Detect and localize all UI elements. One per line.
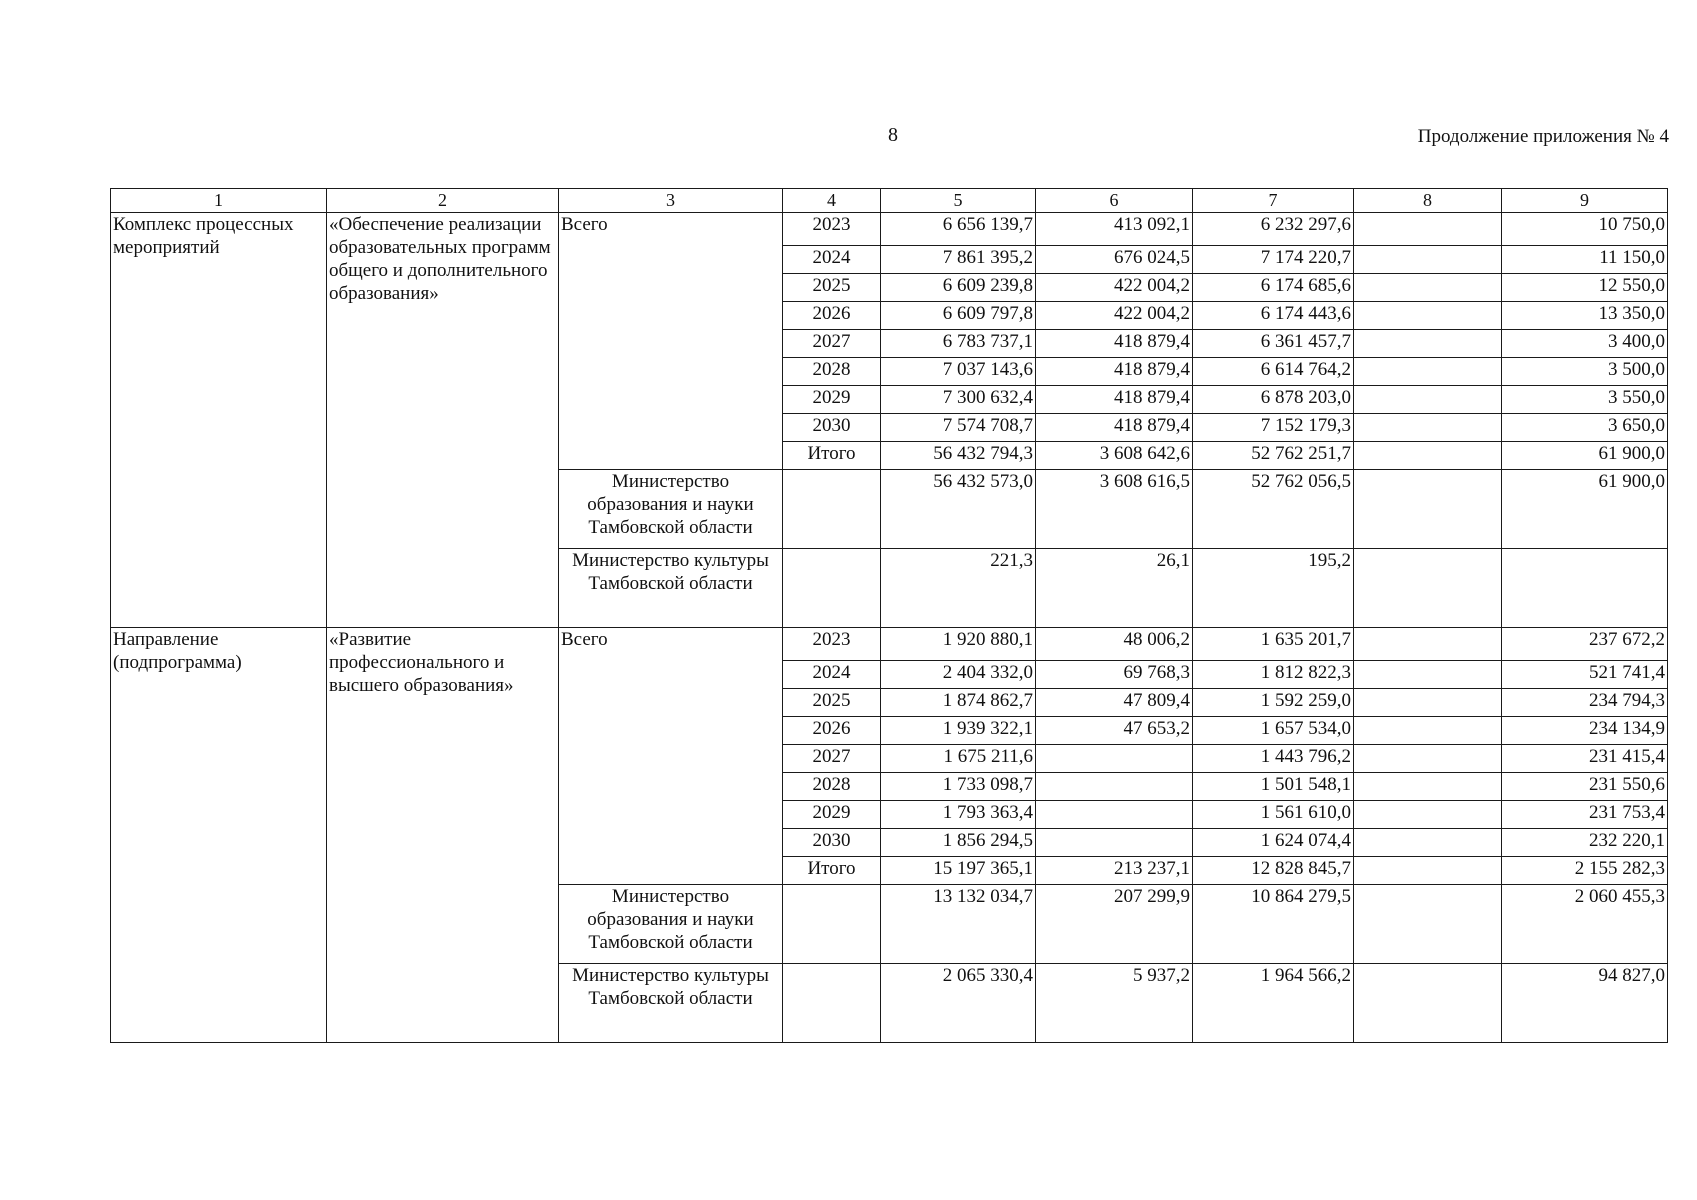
value-cell: 1 675 211,6 [881,745,1036,773]
value-cell: 6 783 737,1 [881,330,1036,358]
year-cell: 2028 [783,773,881,801]
table-row [111,213,1668,246]
value-cell [783,964,881,1043]
value-cell: 6 878 203,0 [1193,386,1354,414]
value-cell: 6 656 139,7 [881,213,1036,246]
value-cell: 221,3 [881,549,1036,628]
value-cell [1354,414,1502,442]
value-cell: 1 939 322,1 [881,717,1036,745]
value-cell [1354,302,1502,330]
value-cell: 422 004,2 [1036,274,1193,302]
value-cell: 11 150,0 [1502,246,1668,274]
value-cell: 1 856 294,5 [881,829,1036,857]
section-type: Комплекс процессных мероприятий [111,213,327,628]
year-cell: 2023 [783,628,881,661]
value-cell: 56 432 573,0 [881,470,1036,549]
value-cell: 2 404 332,0 [881,661,1036,689]
value-cell: 6 614 764,2 [1193,358,1354,386]
value-cell [1354,689,1502,717]
value-cell: 1 561 610,0 [1193,801,1354,829]
year-cell: 2029 [783,801,881,829]
value-cell [1036,801,1193,829]
column-header: 9 [1502,189,1668,213]
value-cell [1502,549,1668,628]
year-cell: 2030 [783,829,881,857]
organization-name: Министерство культуры Тамбовской области [559,964,783,1043]
value-cell: 234 134,9 [1502,717,1668,745]
table-row [111,628,1668,661]
value-cell [1354,358,1502,386]
total-label: Всего [559,213,783,470]
organization-name: Министерство образования и науки Тамбовской области [559,470,783,549]
value-cell: 61 900,0 [1502,442,1668,470]
value-cell: 61 900,0 [1502,470,1668,549]
column-header: 8 [1354,189,1502,213]
value-cell: 1 793 363,4 [881,801,1036,829]
value-cell [1354,885,1502,964]
value-cell [1354,661,1502,689]
value-cell [1354,549,1502,628]
value-cell: 3 608 616,5 [1036,470,1193,549]
value-cell: 2 065 330,4 [881,964,1036,1043]
organization-name: Министерство культуры Тамбовской области [559,549,783,628]
column-header: 6 [1036,189,1193,213]
value-cell: 6 232 297,6 [1193,213,1354,246]
value-cell [1354,829,1502,857]
year-cell: 2030 [783,414,881,442]
value-cell: 1 657 534,0 [1193,717,1354,745]
year-cell: 2023 [783,213,881,246]
value-cell: 26,1 [1036,549,1193,628]
value-cell [1036,829,1193,857]
column-header: 3 [559,189,783,213]
value-cell [1354,964,1502,1043]
value-cell: 1 443 796,2 [1193,745,1354,773]
value-cell [1354,745,1502,773]
year-cell: 2027 [783,745,881,773]
value-cell: 7 152 179,3 [1193,414,1354,442]
value-cell: 213 237,1 [1036,857,1193,885]
year-cell: Итого [783,857,881,885]
year-cell: 2028 [783,358,881,386]
organization-name: Министерство образования и науки Тамбовской области [559,885,783,964]
value-cell: 6 174 443,6 [1193,302,1354,330]
value-cell: 47 653,2 [1036,717,1193,745]
value-cell: 12 550,0 [1502,274,1668,302]
year-cell: Итого [783,442,881,470]
value-cell: 676 024,5 [1036,246,1193,274]
value-cell [1354,442,1502,470]
value-cell: 56 432 794,3 [881,442,1036,470]
value-cell: 1 624 074,4 [1193,829,1354,857]
value-cell: 13 132 034,7 [881,885,1036,964]
value-cell: 7 174 220,7 [1193,246,1354,274]
value-cell: 3 500,0 [1502,358,1668,386]
value-cell [1354,213,1502,246]
value-cell: 521 741,4 [1502,661,1668,689]
value-cell: 6 609 239,8 [881,274,1036,302]
value-cell [1354,386,1502,414]
value-cell: 7 574 708,7 [881,414,1036,442]
value-cell: 94 827,0 [1502,964,1668,1043]
value-cell: 237 672,2 [1502,628,1668,661]
value-cell: 47 809,4 [1036,689,1193,717]
value-cell: 231 550,6 [1502,773,1668,801]
value-cell: 7 861 395,2 [881,246,1036,274]
value-cell: 231 753,4 [1502,801,1668,829]
value-cell [1036,773,1193,801]
value-cell: 13 350,0 [1502,302,1668,330]
value-cell: 15 197 365,1 [881,857,1036,885]
value-cell [1354,246,1502,274]
value-cell [1354,801,1502,829]
column-number-row [111,189,1668,213]
value-cell: 418 879,4 [1036,414,1193,442]
value-cell: 1 874 862,7 [881,689,1036,717]
value-cell: 1 964 566,2 [1193,964,1354,1043]
year-cell: 2024 [783,661,881,689]
value-cell: 10 750,0 [1502,213,1668,246]
value-cell: 234 794,3 [1502,689,1668,717]
value-cell [783,470,881,549]
value-cell: 2 155 282,3 [1502,857,1668,885]
value-cell: 231 415,4 [1502,745,1668,773]
value-cell [1354,330,1502,358]
section-name: «Развитие профессионального и высшего образования» [327,628,559,1043]
value-cell: 10 864 279,5 [1193,885,1354,964]
year-cell: 2025 [783,689,881,717]
value-cell [1354,857,1502,885]
value-cell: 12 828 845,7 [1193,857,1354,885]
value-cell: 232 220,1 [1502,829,1668,857]
value-cell: 7 300 632,4 [881,386,1036,414]
value-cell: 48 006,2 [1036,628,1193,661]
value-cell [1354,717,1502,745]
value-cell: 422 004,2 [1036,302,1193,330]
value-cell: 6 361 457,7 [1193,330,1354,358]
value-cell: 207 299,9 [1036,885,1193,964]
value-cell: 5 937,2 [1036,964,1193,1043]
year-cell: 2025 [783,274,881,302]
value-cell: 418 879,4 [1036,386,1193,414]
value-cell: 6 174 685,6 [1193,274,1354,302]
section-type: Направление (подпрограмма) [111,628,327,1043]
value-cell [1036,745,1193,773]
value-cell: 3 608 642,6 [1036,442,1193,470]
value-cell [783,885,881,964]
value-cell: 1 733 098,7 [881,773,1036,801]
year-cell: 2026 [783,717,881,745]
value-cell: 3 400,0 [1502,330,1668,358]
column-header: 5 [881,189,1036,213]
value-cell: 413 092,1 [1036,213,1193,246]
value-cell: 418 879,4 [1036,330,1193,358]
year-cell: 2026 [783,302,881,330]
column-header: 4 [783,189,881,213]
value-cell [1354,628,1502,661]
value-cell [1354,274,1502,302]
year-cell: 2024 [783,246,881,274]
value-cell: 7 037 143,6 [881,358,1036,386]
value-cell: 69 768,3 [1036,661,1193,689]
budget-table [110,188,1668,1043]
value-cell: 2 060 455,3 [1502,885,1668,964]
value-cell: 1 920 880,1 [881,628,1036,661]
value-cell: 3 550,0 [1502,386,1668,414]
continuation-title: Продолжение приложения № 4 [1417,126,1669,147]
year-cell: 2029 [783,386,881,414]
value-cell: 1 812 822,3 [1193,661,1354,689]
value-cell: 3 650,0 [1502,414,1668,442]
year-cell: 2027 [783,330,881,358]
column-header: 7 [1193,189,1354,213]
value-cell [1354,470,1502,549]
value-cell [1354,773,1502,801]
page-number: 8 [888,124,898,146]
value-cell: 1 635 201,7 [1193,628,1354,661]
column-header: 1 [111,189,327,213]
value-cell: 195,2 [1193,549,1354,628]
section-name: «Обеспечение реализации образовательных программ общего и дополнительного образования» [327,213,559,628]
value-cell: 52 762 251,7 [1193,442,1354,470]
value-cell [783,549,881,628]
value-cell: 1 501 548,1 [1193,773,1354,801]
total-label: Всего [559,628,783,885]
value-cell: 1 592 259,0 [1193,689,1354,717]
value-cell: 52 762 056,5 [1193,470,1354,549]
value-cell: 418 879,4 [1036,358,1193,386]
value-cell: 6 609 797,8 [881,302,1036,330]
column-header: 2 [327,189,559,213]
